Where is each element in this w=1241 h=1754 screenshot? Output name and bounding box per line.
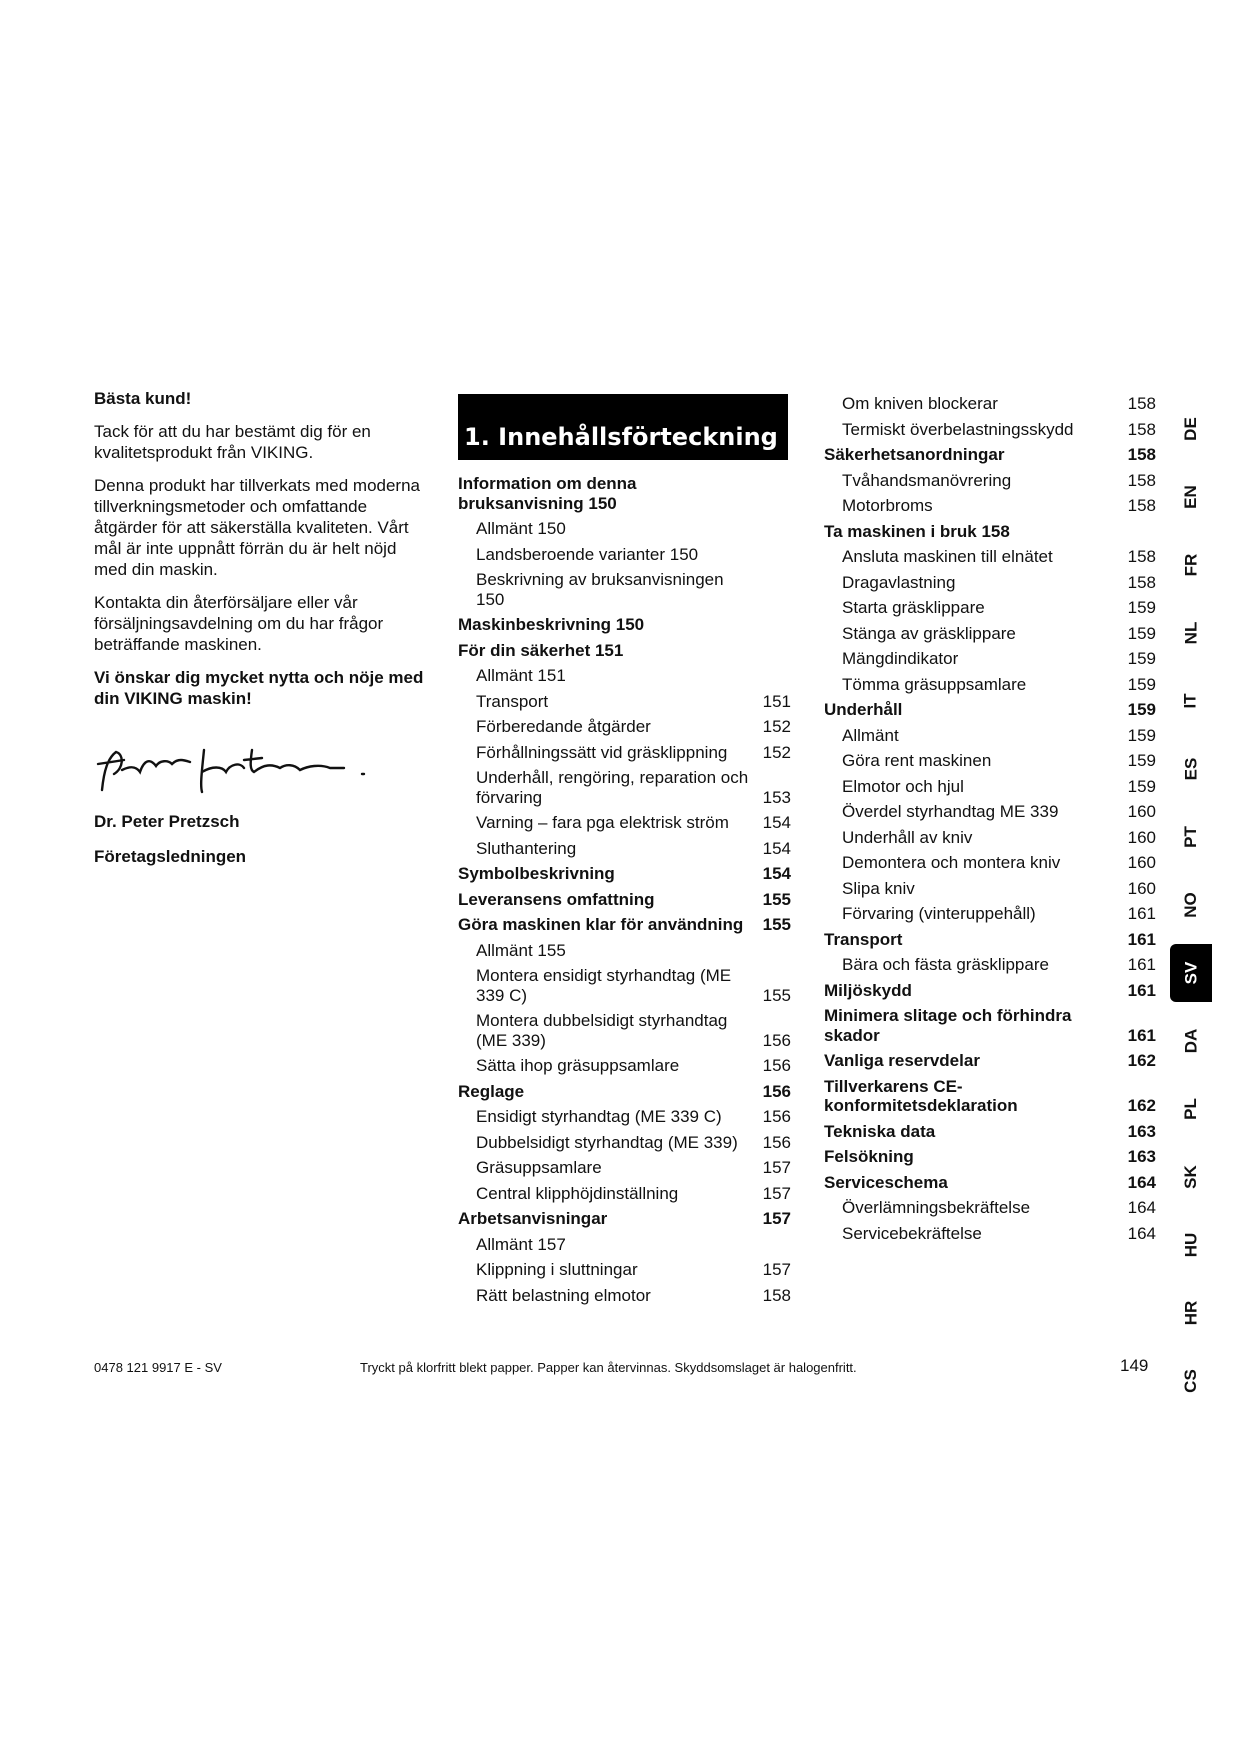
toc-entry-title: Överlämningsbekräftelse (842, 1198, 1031, 1217)
toc-entry-title: Ta maskinen i bruk 158 (824, 521, 1010, 541)
toc-entry-page: 155 (762, 985, 791, 1005)
toc-entry-title: Göra rent maskinen (842, 751, 992, 770)
toc-entry (458, 890, 791, 910)
language-tab-hr (1170, 1279, 1212, 1347)
toc-entry (824, 1224, 1156, 1244)
toc-entry-page: 161 (1127, 980, 1156, 1000)
toc-entry-page: 158 (1127, 547, 1156, 566)
toc-entry (824, 649, 1156, 669)
greeting: Bästa kund! (94, 389, 192, 408)
toc-entry (824, 802, 1156, 822)
toc-entry-title: Montera dubbelsidigt styrhandtag (ME 339) (476, 1011, 728, 1050)
toc-entry-page: 160 (1127, 853, 1156, 872)
toc-entry-title: Ensidigt styrhandtag (ME 339 C) (476, 1107, 722, 1126)
toc-entry (824, 1077, 1156, 1116)
letter-closing: Vi önskar dig mycket nytta och nöje med din VIKING maskin! (94, 668, 424, 708)
language-tab-fr (1170, 531, 1212, 599)
language-tab-sk (1170, 1143, 1212, 1211)
toc-entry-title: Underhåll (824, 700, 903, 719)
toc-entry-page: 159 (1127, 623, 1156, 643)
language-tab-es (1170, 735, 1212, 803)
toc-entry-page: 159 (1127, 725, 1156, 745)
toc-entry-page: 159 (1127, 700, 1156, 719)
toc-entry-title: Sätta ihop gräsuppsamlare (476, 1056, 680, 1075)
language-tabs (1170, 395, 1212, 1415)
toc-entry-title: Dragavlastning (842, 572, 956, 592)
language-tab-label: PT (1180, 826, 1200, 848)
signature (94, 730, 424, 810)
toc-entry-page: 163 (1127, 1121, 1156, 1141)
toc-entry-title: Landsberoende varianter 150 (476, 544, 699, 564)
toc-entry-title: Klippning i sluttningar (476, 1260, 638, 1279)
language-tab-da (1170, 1007, 1212, 1075)
toc-entry-title: Tvåhandsmanövrering (842, 470, 1012, 490)
toc-entry (824, 930, 1156, 950)
signer-name: Dr. Peter Pretzsch (94, 812, 240, 831)
toc-entry (458, 839, 791, 859)
toc-entry (458, 768, 791, 807)
toc-entry (458, 1158, 791, 1178)
letter-paragraph: Kontakta din återförsäljare eller vår försäljningsavdelning om du har frågor beträffande maskinen. (94, 593, 384, 654)
toc-entry-title: Överdel styrhandtag ME 339 (842, 802, 1059, 821)
toc-entry (458, 1235, 791, 1255)
toc-entry-page: 156 (762, 1107, 791, 1126)
language-tab-pt (1170, 803, 1212, 871)
toc-entry (824, 1006, 1156, 1045)
language-tab-pl (1170, 1075, 1212, 1143)
toc-entry-title: För din säkerhet 151 (458, 640, 624, 660)
toc-entry-title: Gräsuppsamlare (476, 1158, 602, 1177)
toc-entry-page: 158 (1127, 419, 1156, 439)
language-tab-nl (1170, 599, 1212, 667)
page-number: 149 (1120, 1356, 1149, 1375)
toc-entry (824, 624, 1156, 644)
language-tab-label: FR (1180, 553, 1200, 577)
toc-entry-title: Starta gräsklippare (842, 598, 985, 617)
toc-entry (824, 981, 1156, 1001)
toc-entry-title: Elmotor och hjul (842, 776, 964, 796)
toc-entry-page: 161 (1127, 904, 1156, 923)
toc-entry (824, 1051, 1156, 1071)
language-tab-label: ES (1181, 757, 1200, 781)
toc-column-middle (458, 474, 791, 1311)
toc-entry-title: Leveransens omfattning (458, 889, 655, 909)
toc-entry-title: Arbetsanvisningar (458, 1209, 608, 1228)
toc-entry (458, 641, 791, 661)
toc-entry-title: Tekniska data (824, 1121, 936, 1141)
toc-title: 1. Innehållsförteckning (458, 394, 788, 460)
toc-entry-page: 156 (762, 1081, 791, 1101)
toc-entry-title: Allmänt 157 (476, 1234, 566, 1254)
toc-entry-title: Underhåll av kniv (842, 827, 973, 847)
toc-entry-page: 160 (1127, 878, 1156, 898)
toc-entry-page: 157 (762, 1209, 791, 1228)
toc-entry-page: 152 (762, 742, 791, 762)
toc-entry-title: Maskinbeskrivning 150 (458, 615, 645, 634)
toc-entry (824, 471, 1156, 491)
toc-entry-title: Central klipphöjdinställning (476, 1183, 679, 1203)
language-tab-label: HR (1181, 1300, 1200, 1326)
toc-entry-title: Varning – fara pga elektrisk ström (476, 813, 729, 832)
toc-entry (458, 1107, 791, 1127)
toc-entry-title: Allmänt (842, 725, 899, 745)
toc-entry-page: 154 (762, 838, 791, 858)
toc-entry-title: Underhåll, rengöring, reparation och förvaring (476, 768, 749, 807)
toc-column-right (824, 394, 1156, 1249)
toc-entry-page: 157 (762, 1158, 791, 1177)
toc-entry-title: Förvaring (vinteruppehåll) (842, 904, 1036, 923)
toc-entry (458, 1286, 791, 1306)
toc-entry (458, 545, 791, 565)
toc-entry-title: Allmänt 150 (476, 519, 566, 538)
toc-entry (824, 777, 1156, 797)
toc-entry-title: Mängdindikator (842, 649, 959, 668)
language-tab-it (1170, 667, 1212, 735)
toc-entry-title: Stänga av gräsklippare (842, 623, 1016, 643)
toc-entry (458, 1209, 791, 1229)
language-tab-label: SK (1181, 1165, 1200, 1189)
toc-entry-page: 161 (1127, 955, 1156, 974)
toc-entry (458, 519, 791, 539)
document-code: 0478 121 9917 E - SV (94, 1360, 222, 1375)
toc-entry-page: 159 (1127, 598, 1156, 617)
toc-entry-page: 153 (762, 787, 791, 807)
toc-entry-page: 155 (762, 889, 791, 909)
toc-entry (458, 692, 791, 712)
toc-entry (824, 420, 1156, 440)
language-tab-label: EN (1181, 485, 1200, 509)
toc-entry-page: 155 (762, 915, 791, 934)
language-tab-de (1170, 395, 1212, 463)
toc-entry-title: Vanliga reservdelar (824, 1051, 980, 1070)
toc-entry (824, 751, 1156, 771)
toc-entry-page: 154 (762, 864, 791, 883)
toc-entry (824, 879, 1156, 899)
toc-entry-page: 157 (762, 1260, 791, 1279)
toc-entry-page: 164 (1127, 1223, 1156, 1243)
toc-entry-page: 163 (1127, 1147, 1156, 1166)
toc-entry-title: Förberedande åtgärder (476, 717, 651, 736)
toc-entry-page: 152 (762, 717, 791, 736)
toc-entry (824, 726, 1156, 746)
toc-entry-page: 159 (1127, 674, 1156, 694)
toc-entry (458, 615, 791, 635)
toc-entry-title: Slipa kniv (842, 878, 915, 898)
toc-entry-page: 158 (1127, 496, 1156, 515)
language-tab-no (1170, 871, 1212, 939)
toc-entry-page: 156 (762, 1132, 791, 1152)
toc-entry (824, 1198, 1156, 1218)
toc-entry (824, 700, 1156, 720)
signer-role: Företagsledningen (94, 847, 247, 866)
toc-entry (458, 1184, 791, 1204)
toc-entry-page: 158 (1127, 470, 1156, 490)
language-tab-cs (1170, 1347, 1212, 1415)
toc-entry-title: Allmänt 155 (476, 940, 566, 960)
toc-entry-title: Tömma gräsuppsamlare (842, 674, 1027, 694)
toc-entry-title: Ansluta maskinen till elnätet (842, 547, 1053, 566)
toc-entry (458, 717, 791, 737)
toc-entry-title: Tillverkarens CE-konformitetsdeklaration (824, 1076, 1018, 1115)
toc-entry-page: 158 (1127, 394, 1156, 413)
toc-entry-title: Miljöskydd (824, 980, 912, 1000)
toc-entry (458, 1082, 791, 1102)
toc-entry-page: 164 (1127, 1198, 1156, 1217)
toc-entry-title: Demontera och montera kniv (842, 853, 1061, 872)
toc-entry (824, 547, 1156, 567)
toc-entry-page: 151 (762, 691, 791, 711)
toc-entry-title: Felsökning (824, 1147, 914, 1166)
language-tab-label: IT (1180, 693, 1200, 709)
language-tab-hu (1170, 1211, 1212, 1279)
language-tab-label: NL (1180, 621, 1200, 645)
language-tab-sv (1170, 944, 1212, 1002)
toc-entry (824, 394, 1156, 414)
toc-entry (824, 445, 1156, 465)
language-tab-label: NO (1181, 892, 1200, 918)
toc-entry-page: 156 (762, 1030, 791, 1050)
toc-entry-title: Information om denna bruksanvisning 150 (458, 474, 637, 513)
toc-entry-title: Sluthantering (476, 838, 577, 858)
toc-entry-page: 159 (1127, 751, 1156, 770)
letter-paragraph: Denna produkt har tillverkats med moderna tillverkningsmetoder och omfattande åtgärder för att säkerställa kvaliteten. Vårt mål är inte uppnått förrän du är helt nöjd med din maskin. (94, 476, 420, 579)
toc-entry (824, 1173, 1156, 1193)
toc-entry (458, 666, 791, 686)
toc-entry (458, 1260, 791, 1280)
toc-entry-title: Dubbelsidigt styrhandtag (ME 339) (476, 1132, 738, 1152)
toc-entry-title: Minimera slitage och förhindra skador (824, 1006, 1072, 1045)
toc-entry-page: 160 (1127, 827, 1156, 847)
toc-entry-page: 159 (1127, 649, 1156, 668)
toc-entry (824, 904, 1156, 924)
toc-entry-page: 154 (762, 813, 791, 832)
toc-entry (458, 966, 791, 1005)
language-tab-label: SV (1181, 961, 1200, 985)
toc-entry (458, 864, 791, 884)
letter-paragraph: Tack för att du har bestämt dig för en kvalitetsprodukt från VIKING. (94, 422, 371, 462)
toc-entry (824, 496, 1156, 516)
toc-entry (458, 1011, 791, 1050)
toc-entry (458, 915, 791, 935)
toc-entry-title: Symbolbeskrivning (458, 864, 615, 883)
toc-entry-page: 156 (762, 1056, 791, 1075)
toc-entry (824, 598, 1156, 618)
toc-entry (458, 743, 791, 763)
toc-entry-page: 162 (1127, 1096, 1156, 1115)
toc-entry (458, 1133, 791, 1153)
toc-entry-page: 160 (1127, 802, 1156, 821)
toc-entry (458, 570, 791, 609)
toc-entry (458, 813, 791, 833)
toc-entry-title: Säkerhetsanordningar (824, 445, 1005, 464)
toc-entry (824, 522, 1156, 542)
toc-entry-title: Reglage (458, 1081, 525, 1101)
toc-entry (458, 941, 791, 961)
toc-entry-title: Bära och fästa gräsklippare (842, 955, 1049, 974)
toc-entry-title: Rätt belastning elmotor (476, 1285, 651, 1305)
language-tab-label: PL (1180, 1098, 1200, 1120)
toc-entry-title: Motorbroms (842, 496, 933, 515)
toc-entry-page: 164 (1127, 1172, 1156, 1192)
toc-entry-title: Transport (476, 691, 549, 711)
toc-entry (824, 828, 1156, 848)
print-note: Tryckt på klorfritt blekt papper. Papper kan återvinnas. Skyddsomslaget är halogenfritt. (360, 1360, 857, 1375)
toc-entry-title: Allmänt 151 (476, 666, 566, 685)
language-tab-en (1170, 463, 1212, 531)
toc-entry-page: 158 (762, 1285, 791, 1305)
language-tab-label: HU (1181, 1232, 1200, 1258)
toc-entry (824, 1147, 1156, 1167)
toc-entry-page: 158 (1127, 572, 1156, 592)
toc-entry-page: 161 (1127, 1025, 1156, 1045)
toc-entry-title: Transport (824, 929, 903, 949)
toc-entry-title: Serviceschema (824, 1172, 948, 1192)
language-tab-label: DA (1181, 1028, 1200, 1054)
toc-entry-title: Servicebekräftelse (842, 1223, 982, 1243)
toc-entry (824, 675, 1156, 695)
toc-entry-title: Förhållningssätt vid gräsklippning (476, 742, 728, 762)
toc-entry-title: Om kniven blockerar (842, 394, 998, 413)
toc-entry-page: 161 (1127, 929, 1156, 949)
toc-entry-page: 158 (1127, 445, 1156, 464)
toc-entry-title: Montera ensidigt styrhandtag (ME 339 C) (476, 966, 732, 1005)
toc-entry (824, 853, 1156, 873)
toc-entry (824, 955, 1156, 975)
toc-entry (824, 1122, 1156, 1142)
toc-entry (458, 1056, 791, 1076)
toc-entry-title: Göra maskinen klar för användning (458, 915, 744, 934)
language-tab-label: DE (1181, 417, 1200, 441)
toc-entry (458, 474, 791, 513)
letter (94, 388, 424, 721)
language-tab-label: CS (1181, 1369, 1200, 1393)
toc-entry-title: Beskrivning av bruksanvisningen 150 (476, 570, 724, 609)
toc-entry-page: 162 (1127, 1051, 1156, 1070)
toc-entry-page: 157 (762, 1183, 791, 1203)
toc-entry (824, 573, 1156, 593)
toc-entry-page: 159 (1127, 776, 1156, 796)
toc-entry-title: Termiskt överbelastningsskydd (842, 419, 1074, 439)
